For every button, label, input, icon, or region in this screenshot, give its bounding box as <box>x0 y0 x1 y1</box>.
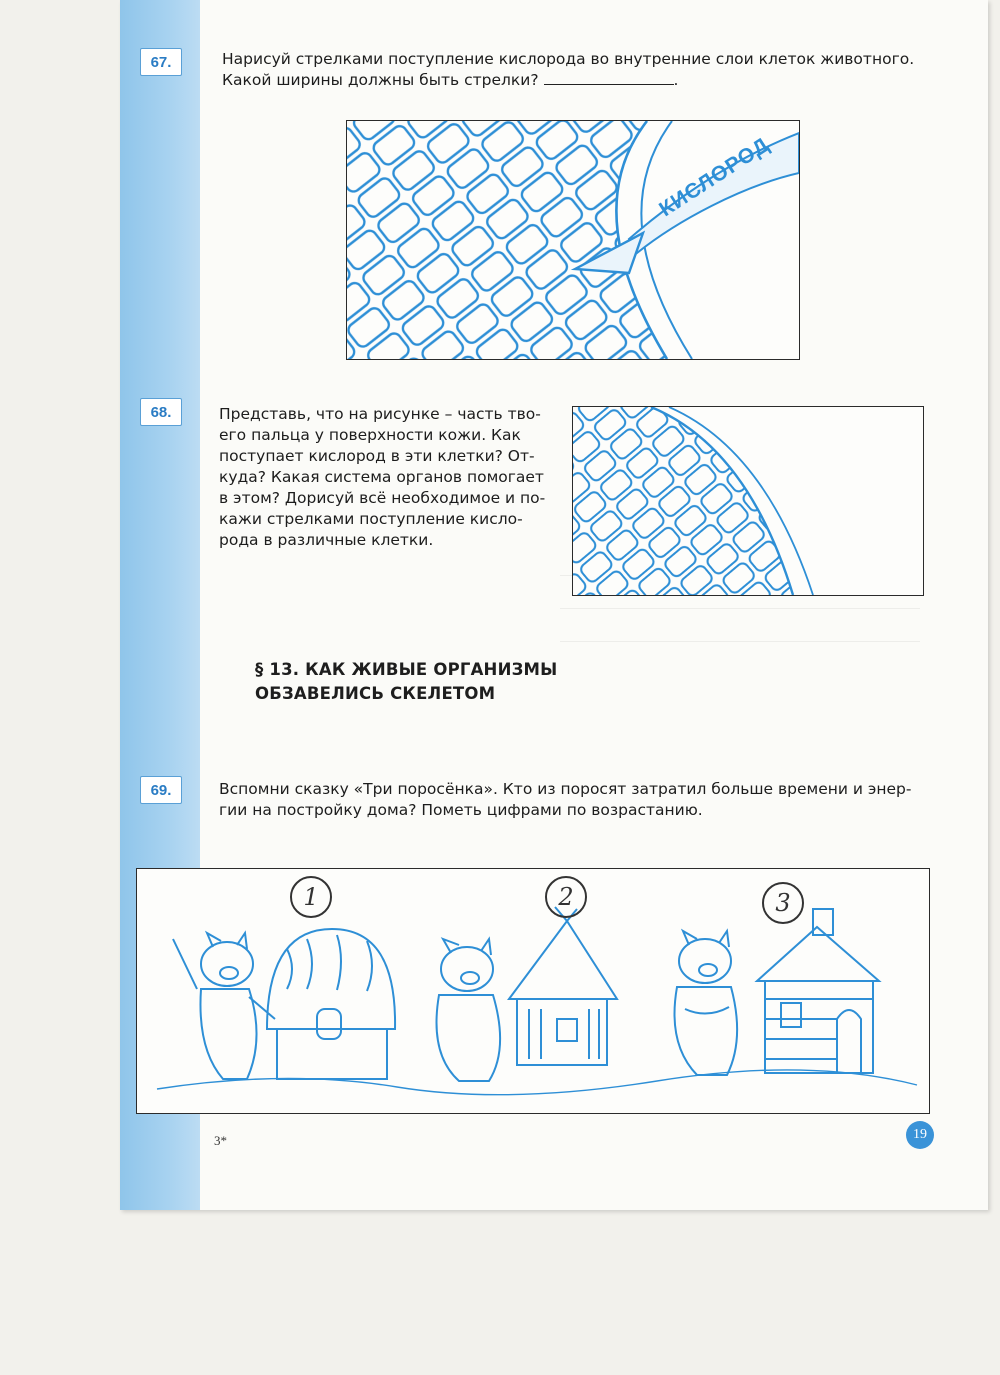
answer-circle-1[interactable]: 1 <box>290 876 332 918</box>
answer-circle-3[interactable]: 3 <box>762 882 804 924</box>
pig-2-icon <box>437 939 501 1081</box>
task-67-cell-figure <box>346 120 800 360</box>
task-67-number: 67. <box>140 48 182 76</box>
signature-mark: 3* <box>214 1133 227 1148</box>
task-68-line-6: кажи стрелками поступление кисло- <box>219 510 523 528</box>
stick-house-icon <box>509 907 617 1065</box>
task-69-line-1: Вспомни сказку «Три поросёнка». Кто из поросят затратил больше времени и энер- <box>219 780 912 798</box>
task-68-line-3: поступает кислород в эти клетки? От- <box>219 447 535 465</box>
task-68-number: 68. <box>140 398 182 426</box>
task-67-line-1: Нарисуй стрелками поступление кислорода во внутренние слои клеток животного. <box>222 50 915 68</box>
task-67-question: Какой ширины должны быть стрелки? <box>222 71 539 89</box>
task-67-line-2: Какой ширины должны быть стрелки? . <box>222 71 679 89</box>
task-69-text <box>219 779 929 821</box>
answer-circle-2[interactable]: 2 <box>545 876 587 918</box>
task-69-line-2: гии на постройку дома? Пометь цифрами по возрастанию. <box>219 801 703 819</box>
task-68-text <box>219 404 553 551</box>
cell-layer-illustration <box>347 121 799 359</box>
task-68-finger-cells-figure[interactable] <box>572 406 924 596</box>
task-68-line-4: куда? Какая система органов помогает <box>219 468 544 486</box>
pig-1-icon <box>173 933 275 1079</box>
task-69-three-pigs-figure <box>136 868 930 1114</box>
oxygen-label: КИСЛОРОД <box>655 133 774 222</box>
brick-house-icon <box>757 909 879 1073</box>
task-68-line-7: рода в различные клетки. <box>219 531 434 549</box>
section-heading-line-1: § 13. КАК ЖИВЫЕ ОРГАНИЗМЫ <box>255 660 558 679</box>
three-pigs-illustration <box>137 869 929 1113</box>
task-68-line-1: Представь, что на рисунке – часть тво- <box>219 405 541 423</box>
straw-house-icon <box>267 929 395 1079</box>
section-heading-line-2: ОБЗАВЕЛИСЬ СКЕЛЕТОМ <box>255 684 496 703</box>
page-number: 19 <box>906 1121 934 1149</box>
pig-3-icon <box>675 931 738 1075</box>
task-68-line-2: его пальца у поверхности кожи. Как <box>219 426 521 444</box>
task-67-text <box>222 49 932 91</box>
task-69-number: 69. <box>140 776 182 804</box>
task-68-line-5: в этом? Дорисуй всё необходимое и по- <box>219 489 546 507</box>
finger-skin-cells-illustration <box>573 407 923 595</box>
task-67-answer-field[interactable] <box>544 70 674 85</box>
section-heading <box>255 658 557 706</box>
